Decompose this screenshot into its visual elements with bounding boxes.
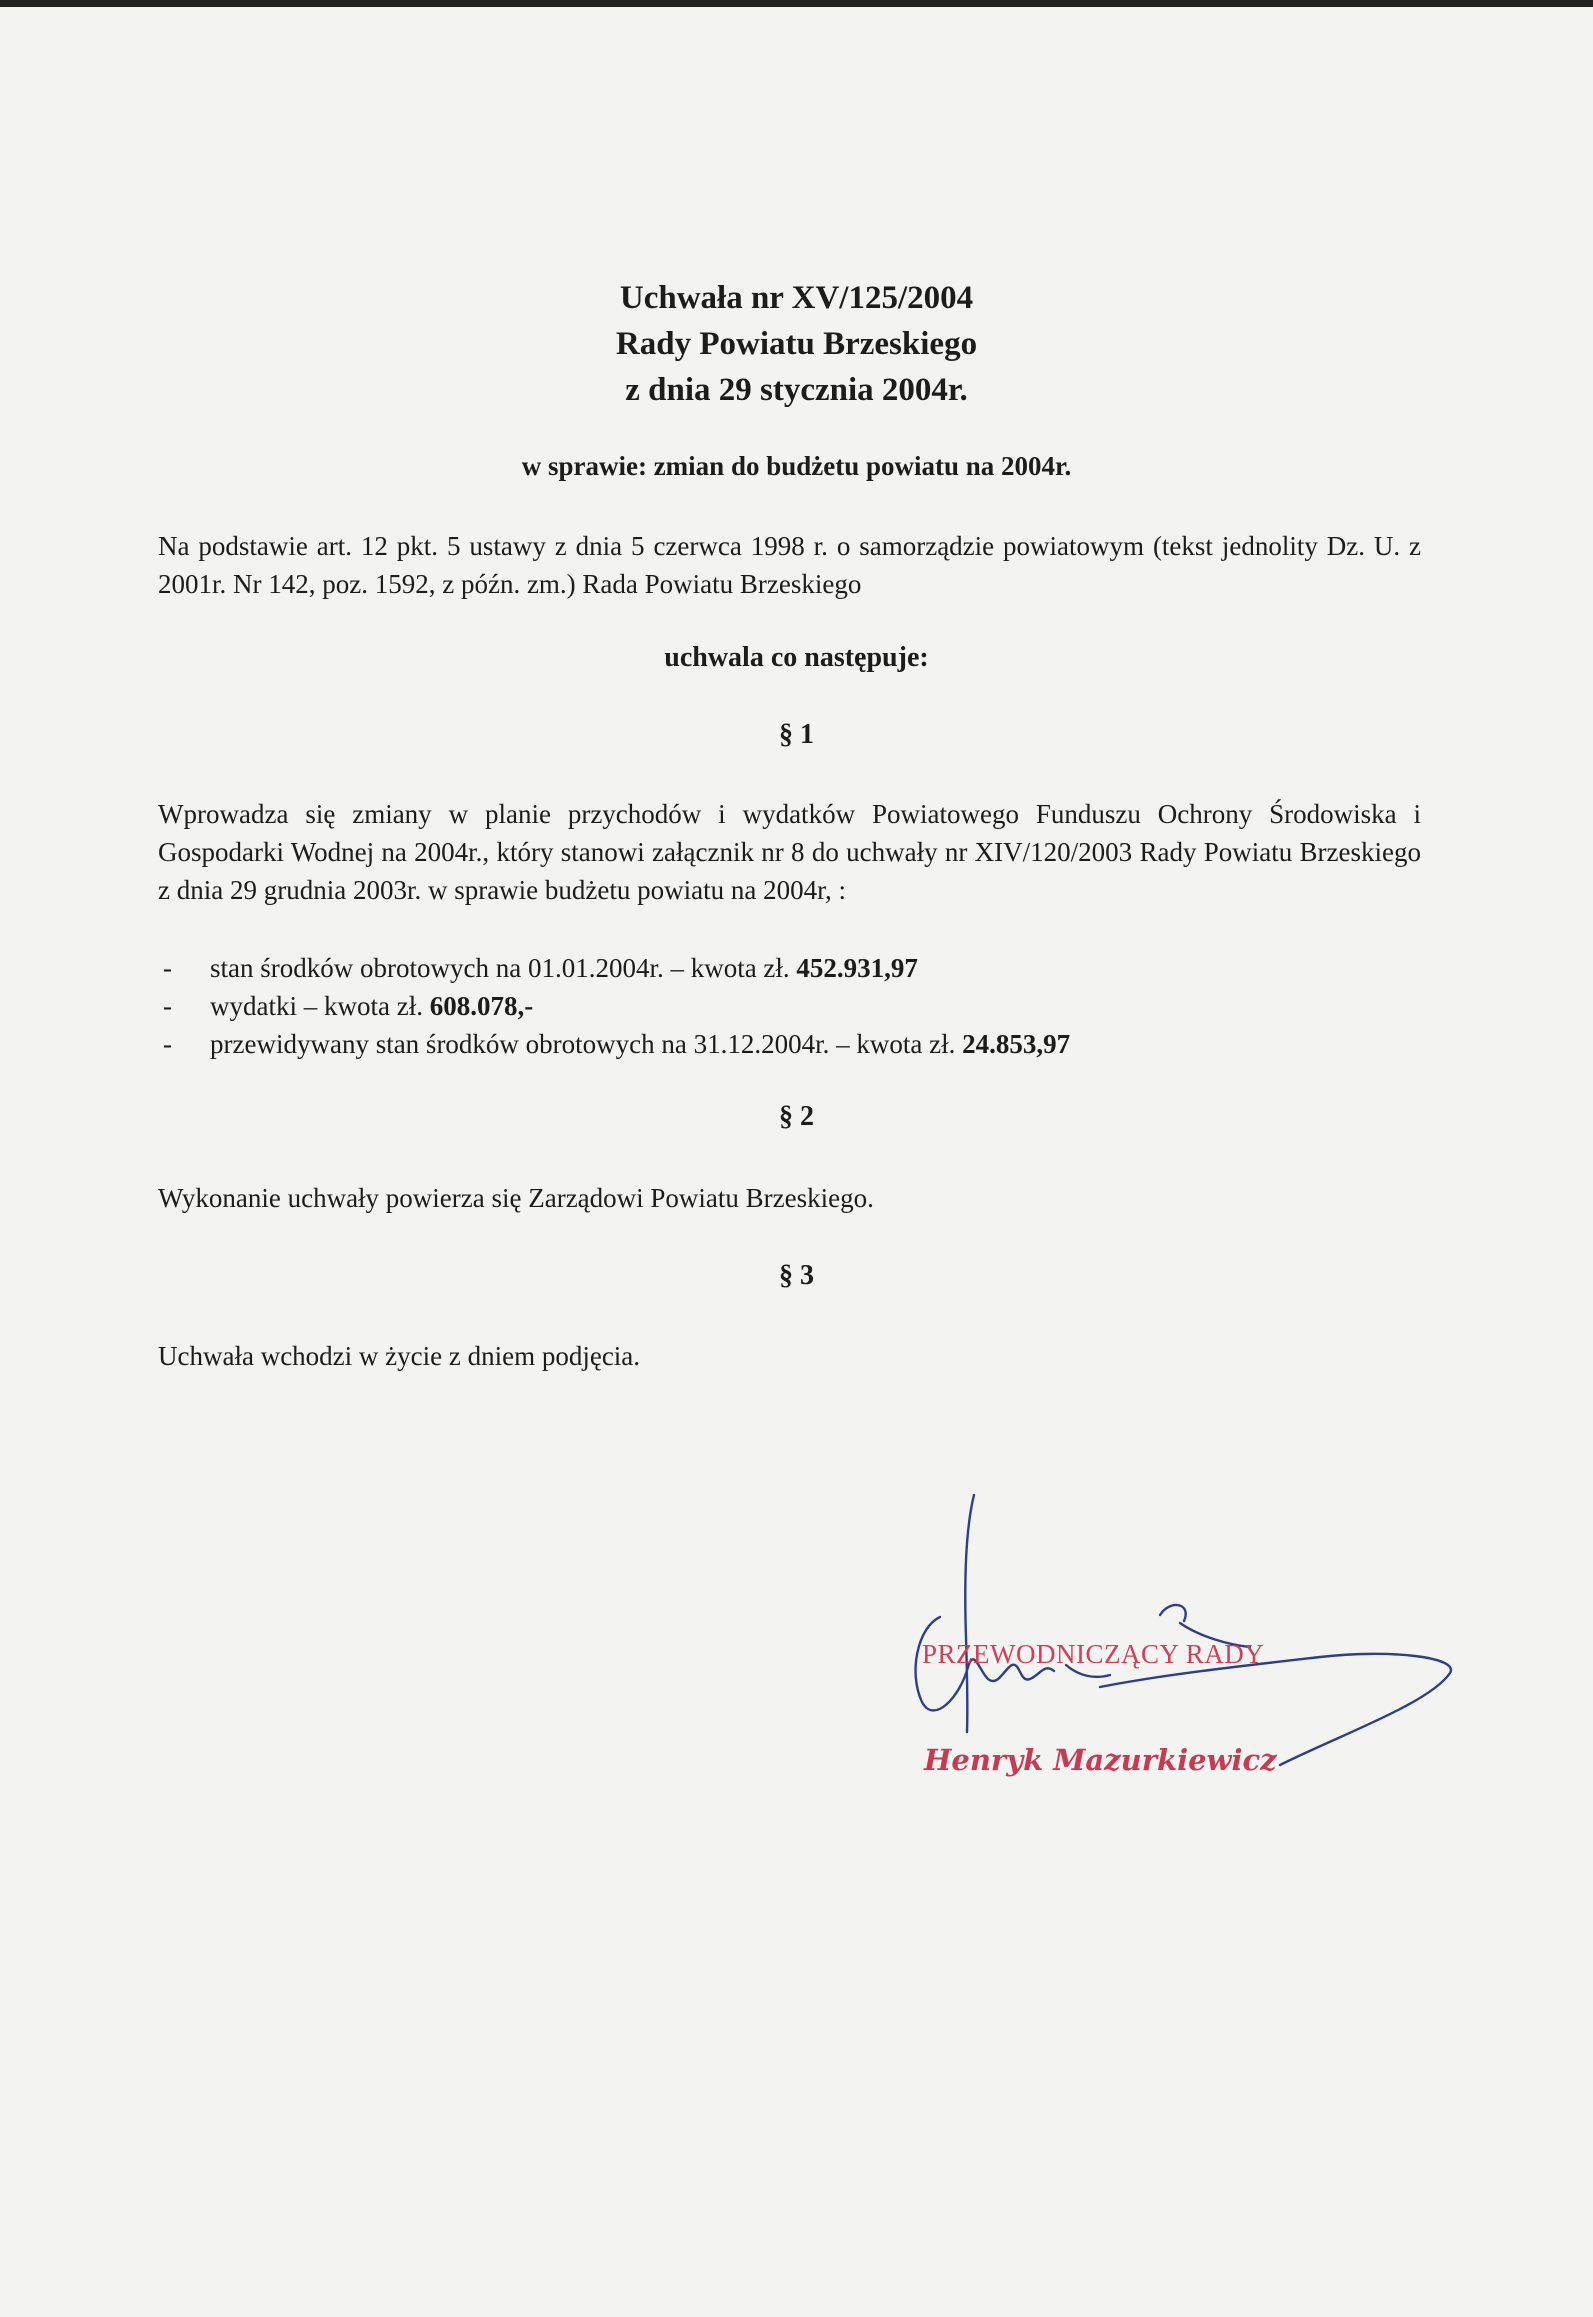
list-item-amount: 608.078,- bbox=[429, 991, 534, 1021]
scan-top-edge bbox=[0, 0, 1593, 7]
section-1-text: Wprowadza się zmiany w planie przychodów i wydatków Powiatowego Funduszu Ochrony Środowiska i Gospodarki Wodnej na 2004r., który stanowi załącznik nr 8 do uchwały nr XIV/120/2003 Rady Powiatu Brzeskiego z dnia 29 grudnia 2003r. w sprawie budżetu powiatu na 2004r, : bbox=[158, 799, 1421, 905]
list-item-text: wydatki – kwota zł. bbox=[210, 991, 430, 1021]
section-3-text: Uchwała wchodzi w życie z dniem podjęcia. bbox=[158, 1341, 641, 1371]
list-bullet: - bbox=[163, 1029, 172, 1059]
list-item bbox=[158, 987, 1421, 1025]
stamp-title: PRZEWODNICZĄCY RADY bbox=[922, 1639, 1265, 1669]
document-page bbox=[0, 7, 1593, 2317]
amounts-list bbox=[158, 949, 1421, 1063]
list-item bbox=[158, 949, 1421, 987]
legal-basis: Na podstawie art. 12 pkt. 5 ustawy z dnia 5 czerwca 1998 r. o samorządzie powiatowym (tekst jednolity Dz. U. z 2001r. Nr 142, poz. 1592, z późn. zm.) Rada Powiatu Brzeskiego bbox=[158, 531, 1421, 599]
list-item-text: przewidywany stan środków obrotowych na 31.12.2004r. – kwota zł. bbox=[210, 1029, 963, 1059]
list-item bbox=[158, 1025, 1421, 1063]
section-3-heading: § 3 bbox=[779, 1260, 814, 1291]
resolution-subject: w sprawie: zmian do budżetu powiatu na 2004r. bbox=[521, 451, 1072, 481]
section-1-heading: § 1 bbox=[779, 719, 814, 750]
section-2-heading: § 2 bbox=[779, 1101, 814, 1132]
list-item-amount: 452.931,97 bbox=[796, 953, 918, 983]
resolution-number: Uchwała nr XV/125/2004 bbox=[619, 280, 974, 316]
signature-block bbox=[870, 1487, 1470, 1787]
council-name: Rady Powiatu Brzeskiego bbox=[615, 326, 978, 362]
resolution-date: z dnia 29 stycznia 2004r. bbox=[625, 372, 968, 408]
list-bullet: - bbox=[163, 953, 172, 983]
stamp-name: Henryk Mazurkiewicz bbox=[924, 1743, 1277, 1777]
list-item-text: stan środków obrotowych na 01.01.2004r. – kwota zł. bbox=[210, 953, 797, 983]
resolution-header bbox=[0, 275, 1593, 413]
handwritten-signature bbox=[870, 1487, 1470, 1787]
list-item-amount: 24.853,97 bbox=[962, 1029, 1071, 1059]
resolves-line: uchwala co następuje: bbox=[664, 642, 929, 673]
list-bullet: - bbox=[163, 991, 172, 1021]
section-2-text: Wykonanie uchwały powierza się Zarządowi Powiatu Brzeskiego. bbox=[158, 1183, 874, 1213]
